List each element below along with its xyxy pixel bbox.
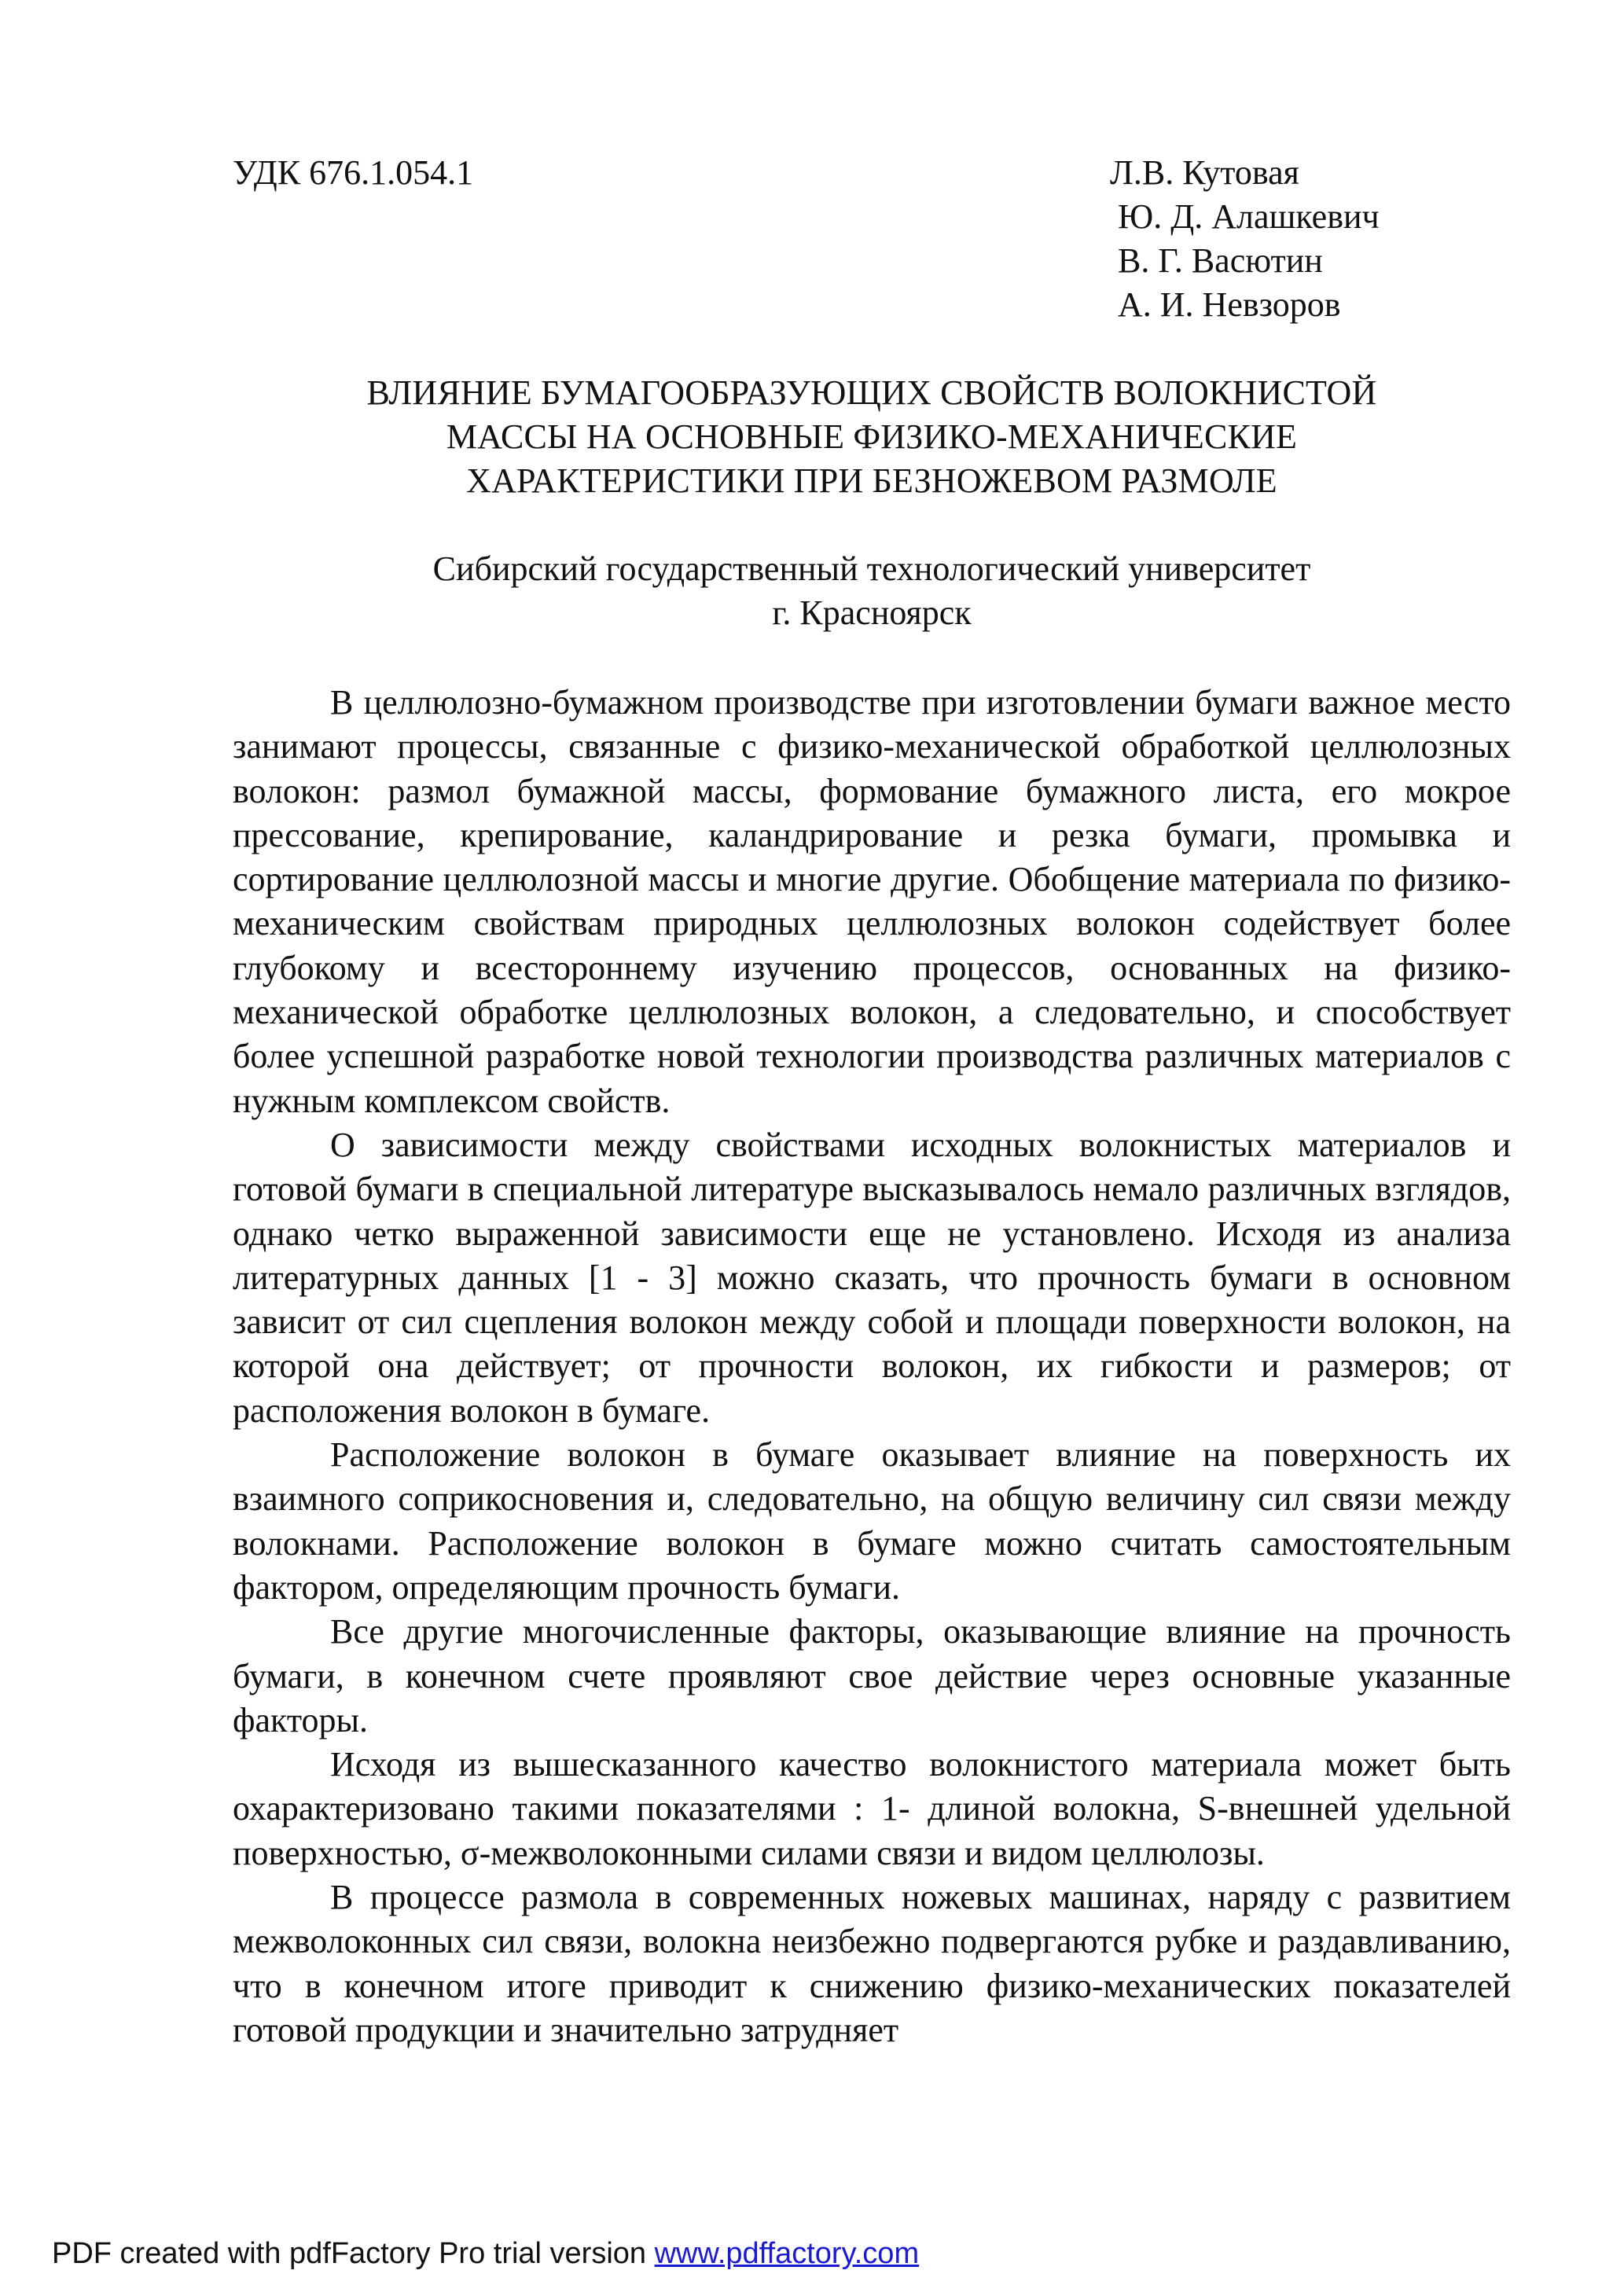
article-body [233,681,1511,2052]
body-paragraph: Расположение волокон в бумаге оказывает влияние на поверхность их взаимного соприкосновения и, следовательно, на общую величину сил связи между волокнами. Расположение волокон в бумаге можно считать самостоятельным фактором, определяющим прочность бумаги. [233,1435,1511,1607]
author-name: А. И. Невзоров [1118,285,1341,324]
author-name: Ю. Д. Алашкевич [1118,197,1380,236]
body-paragraph: Исходя из вышесказанного качество волокнистого материала может быть охарактеризовано такими показателями : 1- длиной волокна, S-внешней удельной поверхностью, σ-межволоконными силами связи и видом целлюлозы. [233,1745,1511,1872]
article-title [233,371,1511,503]
body-paragraph: В целлюлозно-бумажном производстве при изготовлении бумаги важное место занимают процессы, связанные с физико-механической обработкой целлюлозных волокон: размол бумажной массы, формование бумажного листа, его мокрое прессование, крепирование, каландрирование и резка бумаги, промывка и сортирование целлюлозной массы и многие другие. Обобщение материала по физико-механическим свойствам природных целлюлозных волокон содействует более глубокому и всестороннему изучению процессов, основанных на физико-механической обработке целлюлозных волокон, а следовательно, и способствует более успешной разработке новой технологии производства различных материалов с нужным комплексом свойств. [233,683,1511,1120]
author-list [1110,151,1380,327]
footer-text: PDF created with pdfFactory Pro trial version [52,2237,655,2270]
city-name: г. Красноярск [772,593,972,632]
body-paragraph: О зависимости между свойствами исходных волокнистых материалов и готовой бумаги в специальной литературе высказывалось немало различных взглядов, однако четко выраженной зависимости еще не установлено. Исходя из анализа литературных данных [1 - 3] можно сказать, что прочность бумаги в основном зависит от сил сцепления волокон между собой и площади поверхности волокон, на которой она действует; от прочности волокон, их гибкости и размеров; от расположения волокон в бумаге. [233,1125,1511,1430]
title-line: МАССЫ НА ОСНОВНЫЕ ФИЗИКО-МЕХАНИЧЕСКИЕ [446,417,1298,456]
body-paragraph: В процессе размола в современных ножевых машинах, наряду с развитием межволоконных сил связи, волокна неизбежно подвергаются рубке и раздавливанию, что в конечном итоге приводит к снижению физико-механических показателей готовой продукции и значительно затрудняет [233,1878,1511,2049]
pdf-footer [52,2235,919,2272]
body-paragraph: Все другие многочисленные факторы, оказывающие влияние на прочность бумаги, в конечном счете проявляют свое действие через основные указанные факторы. [233,1612,1511,1739]
institution-name: Сибирский государственный технологический университет [432,549,1311,588]
author-name: В. Г. Васютин [1118,241,1323,280]
title-line: ХАРАКТЕРИСТИКИ ПРИ БЕЗНОЖЕВОМ РАЗМОЛЕ [466,461,1277,500]
footer-link[interactable]: www.pdffactory.com [654,2237,920,2270]
title-line: ВЛИЯНИЕ БУМАГООБРАЗУЮЩИХ СВОЙСТВ ВОЛОКНИСТОЙ [366,373,1377,412]
author-name: Л.В. Кутовая [1110,153,1299,192]
udk-code: УДК 676.1.054.1 [233,153,474,192]
affiliation [233,547,1511,635]
